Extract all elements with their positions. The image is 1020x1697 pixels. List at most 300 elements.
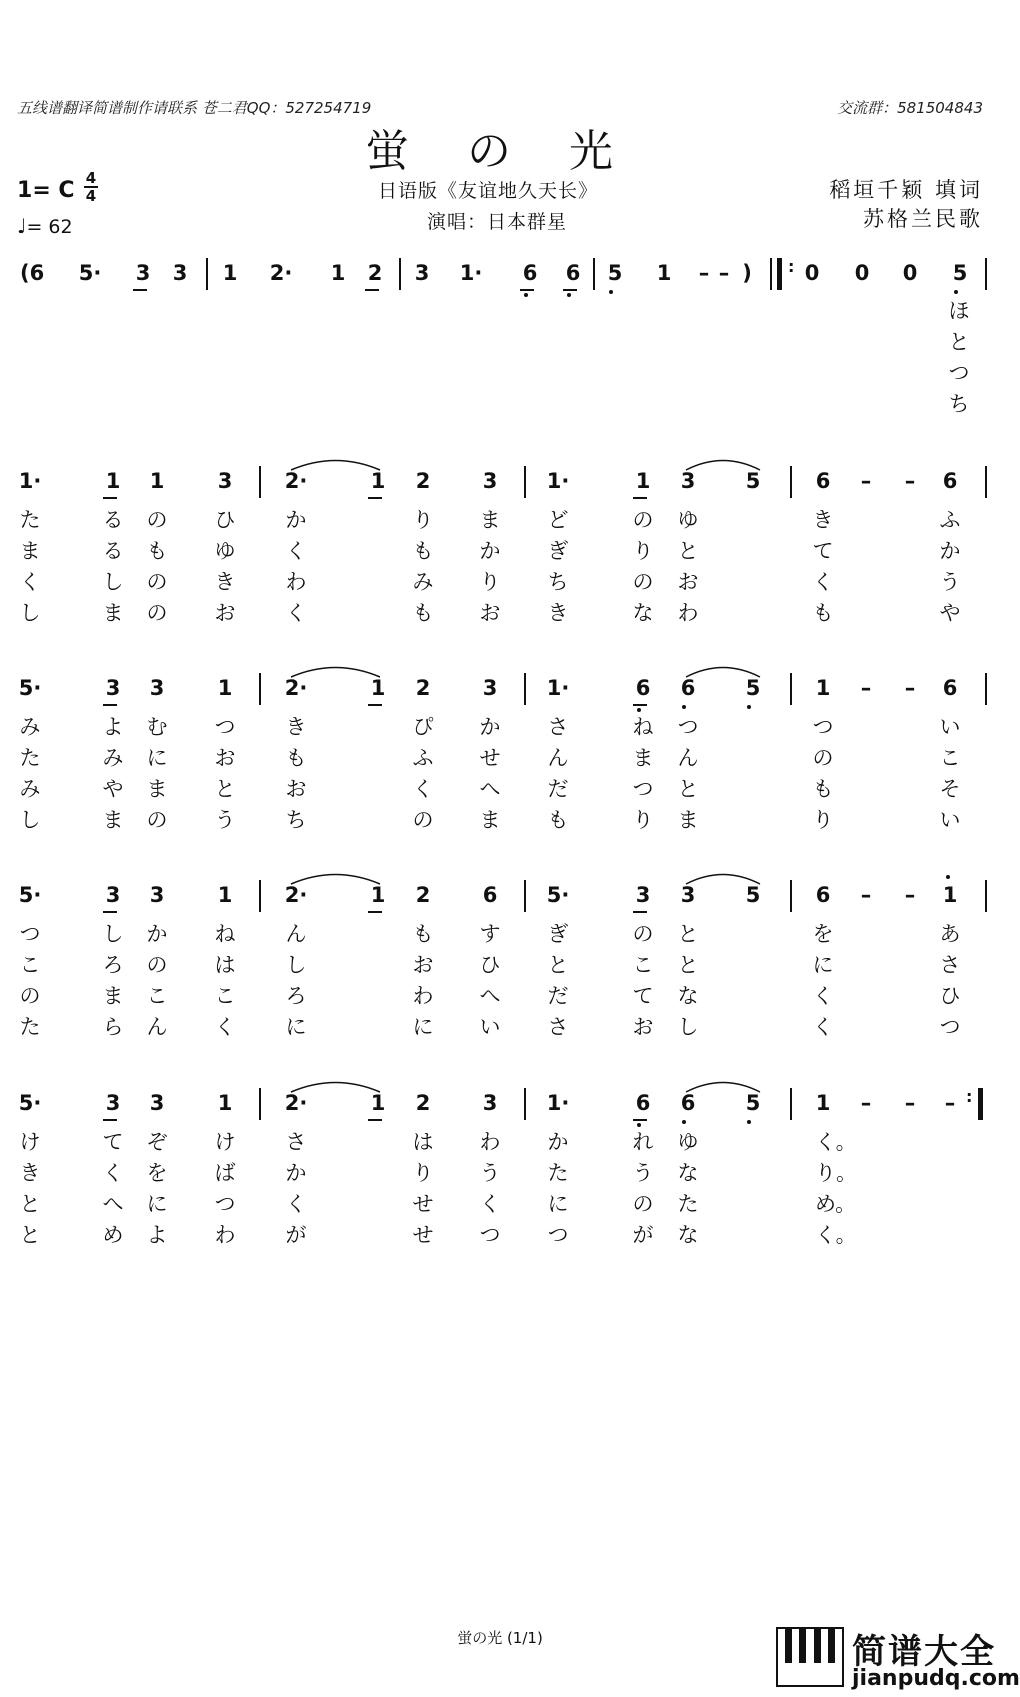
lyric-syllable: へ [102,1192,124,1216]
barline [259,880,261,912]
lyric-syllable: け [214,1130,236,1154]
lyric-syllable: こ [214,984,236,1008]
lyric-syllable: け [19,1130,41,1154]
lyric-syllable: お [412,953,434,977]
lyric-syllable: こ [19,953,41,977]
barline [259,1088,261,1120]
note: 1 [656,261,672,285]
note: 5· [78,261,102,285]
tie-slur [686,871,760,885]
lyric-syllable: こ [146,984,168,1008]
lyric-syllable: む [146,715,168,739]
note: 6 [942,469,958,493]
note: – [860,676,872,700]
lyric-syllable: り [632,539,654,563]
lyric-syllable: た [547,1161,569,1185]
lyric-syllable: の [632,508,654,532]
lyric-syllable: く [102,1161,124,1185]
note: 1 [217,676,233,700]
lyric-syllable: く [812,570,834,594]
tie-slur [291,871,380,885]
tie-slur [291,664,380,678]
lyric-syllable: な [677,1223,699,1247]
note: 5 [603,258,627,288]
lyric-syllable: ゆ [677,508,699,532]
song-title: 蛍 の 光 [365,126,635,177]
note: 1 [815,1091,831,1115]
barline [985,258,987,290]
lyric-syllable: そ [939,777,961,801]
lyric-syllable: く [412,777,434,801]
note: 3 [680,469,696,493]
lyric-syllable: せ [412,1192,434,1216]
lyric-syllable: ま [677,808,699,832]
lyric-syllable: つ [939,1015,961,1039]
lyric-syllable: た [19,746,41,770]
lyric-syllable: に [146,1192,168,1216]
lyric-syllable: の [146,508,168,532]
note: 3 [149,1091,165,1115]
lyric-syllable: こ [939,746,961,770]
lyric-syllable: か [479,539,501,563]
note: ) [742,261,752,285]
lyric-syllable: お [214,601,236,625]
lyric-syllable: も [812,601,834,625]
lyric-syllable: を [146,1161,168,1185]
lyric-syllable: り [412,1161,434,1185]
lyric-syllable: と [214,777,236,801]
lyric-syllable: ね [214,922,236,946]
lyric-syllable: う [939,570,961,594]
lyric-syllable: か [285,1161,307,1185]
note: 3 [172,261,188,285]
lyric-syllable: き [19,1161,41,1185]
lyric-syllable: ひ [479,953,501,977]
lyric-syllable: う [632,1161,654,1185]
lyric-syllable: つ [632,777,654,801]
lyric-syllable: と [948,330,970,354]
note: – [860,1091,872,1115]
lyric-syllable: き [214,570,236,594]
lyric-syllable: き [547,601,569,625]
lyric-syllable: こ [632,953,654,977]
lyric-syllable: り。 [815,1161,857,1185]
system-row [0,466,1000,496]
note: 3 [482,469,498,493]
lyric-syllable: つ [948,361,970,385]
note: 3 [101,1088,125,1118]
note: – [904,883,916,907]
lyric-syllable: と [19,1223,41,1247]
lyric-syllable: く [285,601,307,625]
lyric-syllable: つ [214,1192,236,1216]
lyric-syllable: を [812,922,834,946]
page-footer: 蛍の光 (1/1) [457,1629,543,1647]
note: 5· [18,1091,42,1115]
lyric-syllable: く [214,1015,236,1039]
lyric-syllable: く [285,1192,307,1216]
lyric-syllable: ま [102,808,124,832]
lyric-syllable: ふ [939,508,961,532]
lyric-syllable: く [812,1015,834,1039]
lyric-syllable: ち [547,570,569,594]
lyric-syllable: に [285,1015,307,1039]
note: – [698,261,710,285]
lyric-syllable: さ [547,1015,569,1039]
lyric-syllable: ら [102,1015,124,1039]
lyric-syllable: て [102,1130,124,1154]
note: 5 [745,469,761,493]
lyric-syllable: せ [479,746,501,770]
lyric-syllable: も [812,777,834,801]
lyric-syllable: よ [102,715,124,739]
barline [985,466,987,498]
note: 2 [415,883,431,907]
intro-row [0,258,1000,288]
note: 3 [149,676,165,700]
lyric-syllable: し [102,922,124,946]
note: – [718,261,730,285]
lyric-syllable: う [479,1161,501,1185]
note: 0 [854,261,870,285]
lyric-syllable: や [939,601,961,625]
lyric-syllable: つ [677,715,699,739]
note: 6 [942,676,958,700]
lyric-syllable: う [214,808,236,832]
lyric-syllable: り [479,570,501,594]
lyric-syllable: み [412,570,434,594]
lyric-syllable: に [547,1192,569,1216]
piano-keys-icon [776,1627,844,1687]
lyricist: 稻垣千颖 填词 [829,178,983,202]
group-note: 交流群：581504843 [837,99,983,117]
note: – [904,676,916,700]
lyric-syllable: し [19,601,41,625]
note: 6 [676,673,700,703]
note: 1 [217,1091,233,1115]
note: 3 [131,258,155,288]
note: 2· [284,469,308,493]
note: 5 [741,1088,765,1118]
note: 2 [415,469,431,493]
note: 6 [631,673,655,703]
note: 1 [815,676,831,700]
repeat-dots: : [966,1087,973,1106]
note: 5 [745,883,761,907]
lyric-syllable: か [285,508,307,532]
lyric-syllable: い [939,808,961,832]
lyric-syllable: ゆ [677,1130,699,1154]
lyric-syllable: ま [479,508,501,532]
barline [524,673,526,705]
lyric-syllable: と [677,539,699,563]
note: 2· [284,676,308,700]
lyric-syllable: か [146,922,168,946]
lyric-syllable: き [812,508,834,532]
system-row [0,880,1000,910]
lyric-syllable: く [812,984,834,1008]
barline [399,258,401,290]
lyric-syllable: あ [939,922,961,946]
note: 5· [546,883,570,907]
note: 1· [459,261,483,285]
barline [790,466,792,498]
lyric-syllable: も [547,808,569,832]
time-signature: 4 4 [85,169,97,205]
lyric-syllable: め。 [815,1192,857,1216]
note: 1 [631,466,655,496]
lyric-syllable: と [677,777,699,801]
tie-slur [686,457,760,471]
lyric-syllable: と [19,1192,41,1216]
lyric-syllable: き [285,715,307,739]
lyric-syllable: な [632,601,654,625]
system-row [0,1088,1000,1118]
lyric-syllable: れ [632,1130,654,1154]
lyric-syllable: お [214,746,236,770]
note: 1 [217,883,233,907]
note: 5 [741,673,765,703]
lyric-syllable: み [19,777,41,801]
lyric-syllable: ぎ [547,539,569,563]
quarter-note-icon: ♩ [17,214,27,238]
lyric-syllable: へ [479,984,501,1008]
lyric-syllable: り [412,508,434,532]
note: 3 [482,1091,498,1115]
barline [593,258,595,290]
barline [524,880,526,912]
lyric-syllable: だ [547,984,569,1008]
tie-slur [686,1079,760,1093]
note: 1· [18,469,42,493]
composer: 苏格兰民歌 [863,207,983,231]
lyric-syllable: と [547,953,569,977]
note: – [904,1091,916,1115]
lyric-syllable: く [19,570,41,594]
lyric-syllable: へ [479,777,501,801]
barline [524,466,526,498]
lyric-syllable: み [19,715,41,739]
note: 6 [676,1088,700,1118]
note: 5· [18,676,42,700]
lyric-syllable: お [632,1015,654,1039]
subtitle: 日语版《友谊地久天长》 [378,180,599,202]
lyric-syllable: す [479,922,501,946]
note: 6 [518,258,542,288]
lyric-syllable: も [146,539,168,563]
lyric-syllable: か [939,539,961,563]
lyric-syllable: の [632,1192,654,1216]
lyric-syllable: わ [412,984,434,1008]
lyric-syllable: つ [19,922,41,946]
lyric-syllable: て [632,984,654,1008]
note: 6 [561,258,585,288]
lyric-syllable: ね [632,715,654,739]
lyric-syllable: く [479,1192,501,1216]
lyric-syllable: か [547,1130,569,1154]
lyric-syllable: の [632,570,654,594]
lyric-syllable: せ [412,1223,434,1247]
copyright-note: 五线谱翻译简谱制作请联系 苍二君QQ：527254719 [17,99,372,117]
note: 2· [269,261,293,285]
note: – [904,469,916,493]
lyric-syllable: み [102,746,124,770]
lyric-syllable: が [632,1223,654,1247]
barline [790,880,792,912]
note: 1 [366,466,390,496]
lyric-syllable: お [285,777,307,801]
lyric-syllable: ろ [285,984,307,1008]
lyric-syllable: ば [214,1161,236,1185]
barline [985,880,987,912]
note: 2 [415,1091,431,1115]
lyric-syllable: つ [479,1223,501,1247]
lyric-syllable: く。 [815,1130,857,1154]
lyric-syllable: か [479,715,501,739]
lyric-syllable: と [677,922,699,946]
lyric-syllable: ま [19,539,41,563]
note: 1 [366,1088,390,1118]
barline [790,1088,792,1120]
lyric-syllable: の [412,808,434,832]
lyric-syllable: さ [939,953,961,977]
note: 1 [366,673,390,703]
repeat-dots: : [788,257,795,276]
note: – [944,1091,956,1115]
lyric-syllable: ゆ [214,539,236,563]
lyric-syllable: い [939,715,961,739]
lyric-syllable: ま [102,601,124,625]
lyric-syllable: な [677,1161,699,1185]
note: 1 [330,261,346,285]
barline [978,1088,983,1120]
lyric-syllable: も [412,601,434,625]
lyric-syllable: は [214,953,236,977]
note: 3 [631,880,655,910]
note: 3 [414,261,430,285]
lyric-syllable: よ [146,1223,168,1247]
lyric-syllable: る [102,539,124,563]
lyric-syllable: ま [479,808,501,832]
barline [206,258,208,290]
note: 1· [546,676,570,700]
lyric-syllable: め [102,1223,124,1247]
note: 6 [482,883,498,907]
lyric-syllable: ち [948,392,970,416]
lyric-syllable: た [19,1015,41,1039]
lyric-syllable: だ [547,777,569,801]
lyric-syllable: ほ [948,299,970,323]
lyric-syllable: て [812,539,834,563]
note: 1 [101,466,125,496]
lyric-syllable: ぞ [146,1130,168,1154]
note: 2 [363,258,387,288]
lyric-syllable: も [285,746,307,770]
lyric-syllable: の [146,601,168,625]
lyric-syllable: つ [547,1223,569,1247]
note: 3 [217,469,233,493]
lyric-syllable: ま [632,746,654,770]
note: 0 [902,261,918,285]
lyric-syllable: つ [812,715,834,739]
lyric-syllable: り [812,808,834,832]
note: 1 [149,469,165,493]
lyric-syllable: く。 [815,1223,857,1247]
note: 1 [222,261,238,285]
lyric-syllable: り [632,808,654,832]
key-signature: 1= C [17,178,75,203]
lyric-syllable: わ [479,1130,501,1154]
tie-slur [686,664,760,678]
note: 3 [680,883,696,907]
note: 3 [101,880,125,910]
barline [790,673,792,705]
lyric-syllable: ふ [412,746,434,770]
lyric-syllable: ひ [939,984,961,1008]
lyric-syllable: の [146,953,168,977]
lyric-syllable: の [812,746,834,770]
note: – [860,469,872,493]
lyric-syllable: ぴ [412,715,434,739]
note: 6 [631,1088,655,1118]
tie-slur [291,1079,380,1093]
note: 1 [938,880,962,910]
singer: 演唱：日本群星 [427,211,568,233]
lyric-syllable: さ [285,1130,307,1154]
lyric-syllable: く [285,539,307,563]
lyric-syllable: の [632,922,654,946]
lyric-syllable: た [677,1192,699,1216]
lyric-syllable: し [677,1015,699,1039]
lyric-syllable: の [146,570,168,594]
lyric-syllable: る [102,508,124,532]
note: 3 [482,676,498,700]
lyric-syllable: も [412,539,434,563]
lyric-syllable: し [19,808,41,832]
lyric-syllable: と [677,953,699,977]
barline [259,466,261,498]
lyric-syllable: お [479,601,501,625]
note: 1 [366,880,390,910]
lyric-syllable: わ [214,1223,236,1247]
lyric-syllable: わ [285,570,307,594]
lyric-syllable: が [285,1223,307,1247]
lyric-syllable: の [19,984,41,1008]
logo-title: 简谱大全 [852,1632,996,1672]
lyric-syllable: た [19,508,41,532]
lyric-syllable: は [412,1130,434,1154]
barline [259,673,261,705]
note: (6 [20,261,45,285]
lyric-syllable: な [677,984,699,1008]
barline [524,1088,526,1120]
lyric-syllable: ま [102,984,124,1008]
lyric-syllable: つ [214,715,236,739]
note: 6 [815,469,831,493]
lyric-syllable: わ [677,601,699,625]
note: 2· [284,883,308,907]
system-row [0,673,1000,703]
note: 3 [149,883,165,907]
lyric-syllable: ど [547,508,569,532]
lyric-syllable: お [677,570,699,594]
lyric-syllable: ん [677,746,699,770]
lyric-syllable: に [412,1015,434,1039]
lyric-syllable: ま [146,777,168,801]
note: 1· [546,1091,570,1115]
note: 3 [101,673,125,703]
note: 5 [948,258,972,288]
